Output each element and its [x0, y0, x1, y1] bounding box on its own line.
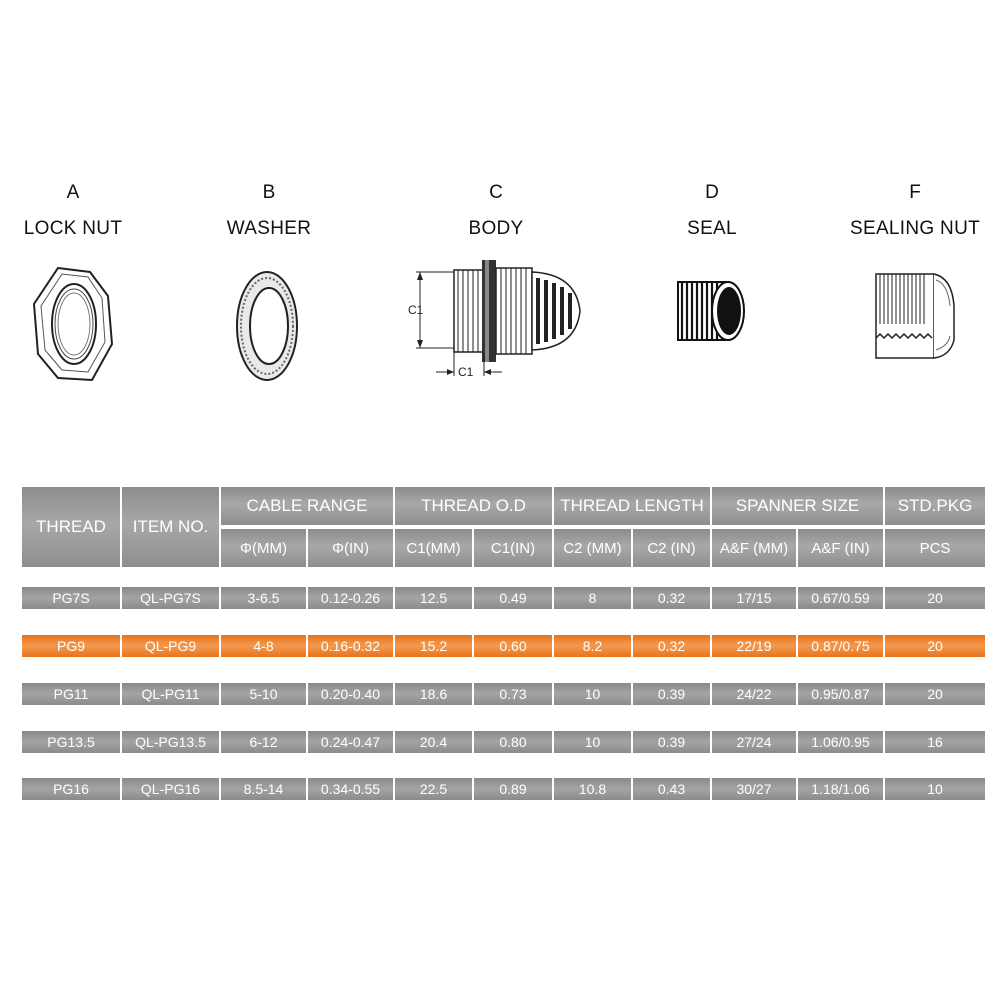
cell-item-no: QL-PG7S [122, 587, 219, 609]
cell-c1-in: 0.80 [474, 731, 552, 753]
cell-dia-in: 0.24-0.47 [308, 731, 393, 753]
cell-dia-in: 0.20-0.40 [308, 683, 393, 705]
cell-c2-in: 0.32 [633, 587, 710, 609]
subheader-c1-in: C1(IN) [474, 529, 552, 567]
dim-label-horizontal: C1 [458, 365, 474, 379]
cell-af-in: 0.95/0.87 [798, 683, 883, 705]
cell-dia-mm: 3-6.5 [221, 587, 306, 609]
cell-af-in: 1.06/0.95 [798, 731, 883, 753]
cell-af-in: 0.67/0.59 [798, 587, 883, 609]
part-letter: B [262, 182, 276, 203]
cell-pcs: 10 [885, 778, 985, 800]
subheader-c2-mm: C2 (MM) [554, 529, 631, 567]
subheader-af-in: A&F (IN) [798, 529, 883, 567]
cell-dia-mm: 5-10 [221, 683, 306, 705]
cell-dia-in: 0.34-0.55 [308, 778, 393, 800]
subheader-dia-mm: Φ(MM) [221, 529, 306, 567]
cell-c1-mm: 12.5 [395, 587, 472, 609]
header-thread: THREAD [22, 487, 120, 567]
cell-thread: PG13.5 [22, 731, 120, 753]
cell-af-mm: 27/24 [712, 731, 796, 753]
cell-af-mm: 17/15 [712, 587, 796, 609]
cell-dia-mm: 6-12 [221, 731, 306, 753]
cell-c1-mm: 15.2 [395, 635, 472, 657]
header-thread-length: THREAD LENGTH [554, 487, 710, 525]
cell-c1-in: 0.60 [474, 635, 552, 657]
cell-pcs: 20 [885, 635, 985, 657]
cell-c2-mm: 10 [554, 683, 631, 705]
cell-item-no: QL-PG9 [122, 635, 219, 657]
dim-label-vertical: C1 [408, 303, 424, 317]
cell-dia-mm: 4-8 [221, 635, 306, 657]
cell-c1-in: 0.89 [474, 778, 552, 800]
subheader-pcs: PCS [885, 529, 985, 567]
cell-pcs: 20 [885, 587, 985, 609]
cell-thread: PG11 [22, 683, 120, 705]
cell-c1-mm: 20.4 [395, 731, 472, 753]
cell-thread: PG16 [22, 778, 120, 800]
cell-item-no: QL-PG16 [122, 778, 219, 800]
cell-c1-mm: 22.5 [395, 778, 472, 800]
cell-thread: PG7S [22, 587, 120, 609]
part-letter: A [66, 182, 80, 203]
part-letter: C [489, 182, 503, 203]
cell-c1-mm: 18.6 [395, 683, 472, 705]
part-name: WASHER [226, 218, 312, 239]
part-name: SEAL [687, 218, 737, 239]
part-letter: F [909, 182, 921, 203]
subheader-c2-in: C2 (IN) [633, 529, 710, 567]
cell-dia-mm: 8.5-14 [221, 778, 306, 800]
cell-c2-in: 0.39 [633, 731, 710, 753]
part-name: SEALING NUT [850, 218, 980, 239]
cell-c2-mm: 10 [554, 731, 631, 753]
cell-af-mm: 22/19 [712, 635, 796, 657]
header-spanner-size: SPANNER SIZE [712, 487, 883, 525]
cell-item-no: QL-PG13.5 [122, 731, 219, 753]
cell-dia-in: 0.12-0.26 [308, 587, 393, 609]
cell-af-in: 0.87/0.75 [798, 635, 883, 657]
header-item-no: ITEM NO. [122, 487, 219, 567]
part-name: BODY [468, 218, 524, 239]
cell-pcs: 16 [885, 731, 985, 753]
cell-c2-mm: 8.2 [554, 635, 631, 657]
header-cable-range: CABLE RANGE [221, 487, 393, 525]
subheader-af-mm: A&F (MM) [712, 529, 796, 567]
cell-item-no: QL-PG11 [122, 683, 219, 705]
cell-c1-in: 0.49 [474, 587, 552, 609]
cell-c1-in: 0.73 [474, 683, 552, 705]
cell-c2-mm: 8 [554, 587, 631, 609]
subheader-c1-mm: C1(MM) [395, 529, 472, 567]
header-thread-od: THREAD O.D [395, 487, 552, 525]
cell-c2-mm: 10.8 [554, 778, 631, 800]
header-std-pkg: STD.PKG [885, 487, 985, 525]
cell-c2-in: 0.39 [633, 683, 710, 705]
cell-pcs: 20 [885, 683, 985, 705]
cell-c2-in: 0.43 [633, 778, 710, 800]
part-letter: D [705, 182, 719, 203]
cell-af-in: 1.18/1.06 [798, 778, 883, 800]
cell-af-mm: 24/22 [712, 683, 796, 705]
cell-dia-in: 0.16-0.32 [308, 635, 393, 657]
cell-c2-in: 0.32 [633, 635, 710, 657]
cell-thread: PG9 [22, 635, 120, 657]
part-name: LOCK NUT [23, 218, 123, 239]
subheader-dia-in: Φ(IN) [308, 529, 393, 567]
cell-af-mm: 30/27 [712, 778, 796, 800]
